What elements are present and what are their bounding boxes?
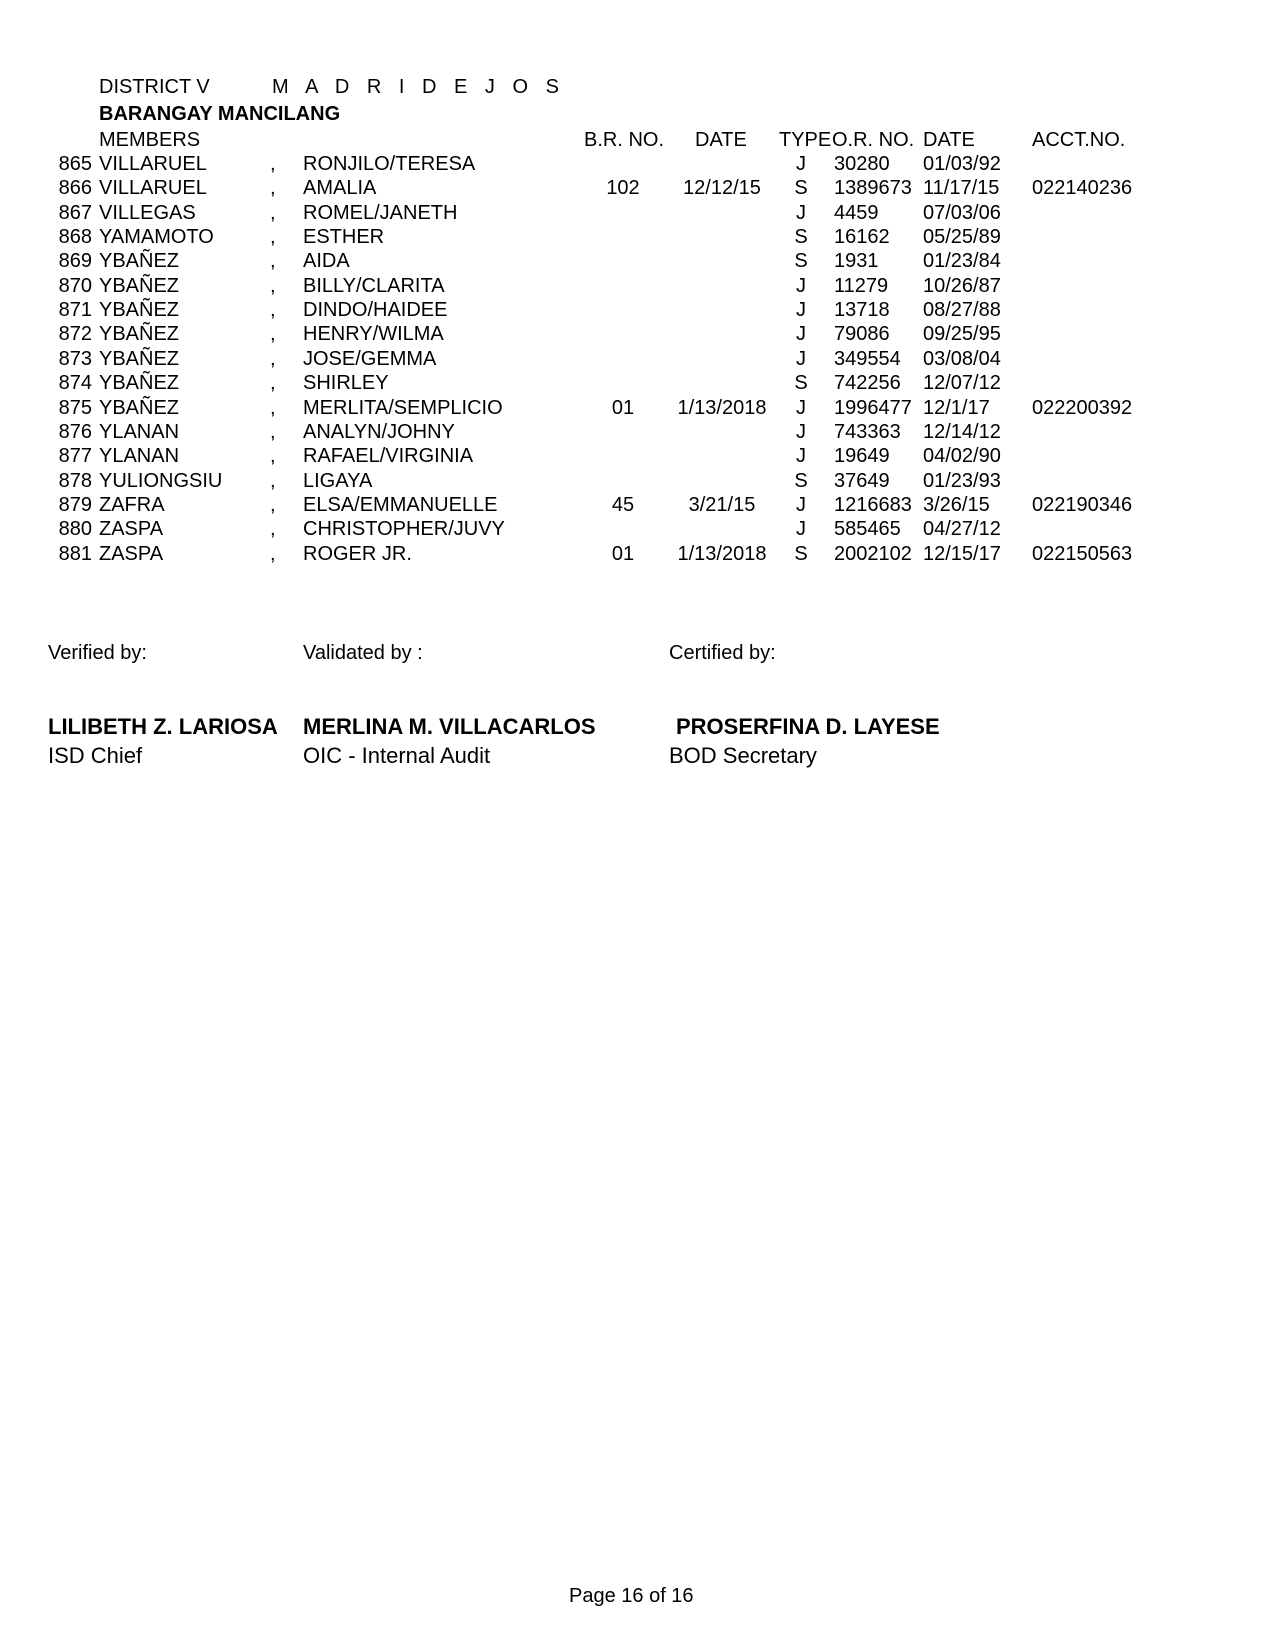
name-separator: , [270, 445, 276, 468]
row-number: 881 [58, 542, 92, 565]
municipality-label: M A D R I D E J O S [272, 76, 565, 98]
first-name: BILLY/CLARITA [303, 274, 445, 297]
account-number: 022140236 [1032, 177, 1133, 200]
br-number: 45 [611, 493, 635, 516]
or-date: 12/07/12 [923, 372, 1001, 395]
type: S [794, 372, 808, 395]
or-date: 11/17/15 [923, 177, 1000, 200]
row-number: 873 [58, 347, 92, 370]
last-name: YBAÑEZ [99, 250, 180, 273]
br-number: 102 [606, 177, 640, 200]
first-name: ESTHER [303, 226, 385, 249]
or-number: 349554 [834, 347, 901, 370]
name-separator: , [270, 493, 276, 516]
type: J [796, 518, 806, 541]
or-number: 13718 [834, 299, 890, 322]
first-name: JOSE/GEMMA [303, 347, 437, 370]
account-number: 022150563 [1032, 542, 1133, 565]
or-number: 19649 [834, 445, 890, 468]
table-row [0, 444, 1275, 468]
last-name: YAMAMOTO [99, 226, 214, 249]
or-number: 742256 [834, 372, 901, 395]
table-row [0, 493, 1275, 517]
br-number: 01 [611, 396, 635, 419]
or-number: 585465 [834, 518, 901, 541]
row-number: 879 [58, 493, 92, 516]
or-date: 01/23/93 [923, 469, 1001, 492]
col-type: TYPE [779, 129, 832, 151]
type: J [796, 420, 806, 443]
name-separator: , [270, 420, 276, 443]
last-name: VILLARUEL [99, 153, 207, 175]
last-name: YBAÑEZ [99, 323, 180, 346]
name-separator: , [270, 299, 276, 322]
type: J [796, 396, 806, 419]
type: S [794, 469, 808, 492]
type: S [794, 542, 808, 565]
first-name: SHIRLEY [303, 372, 389, 395]
type: J [796, 323, 806, 346]
first-name: ANALYN/JOHNY [303, 420, 455, 443]
first-name: HENRY/WILMA [303, 323, 444, 346]
table-row [0, 274, 1275, 298]
certified-name: PROSERFINA D. LAYESE [676, 714, 940, 739]
first-name: ELSA/EMMANUELLE [303, 493, 498, 516]
last-name: YLANAN [99, 445, 180, 468]
br-date: 12/12/15 [683, 177, 761, 200]
type: J [796, 201, 806, 224]
validated-name: MERLINA M. VILLACARLOS [303, 714, 596, 739]
barangay-label: BARANGAY MANCILANG [99, 103, 341, 125]
name-separator: , [270, 177, 276, 200]
br-number: 01 [611, 542, 635, 565]
row-number: 874 [58, 372, 92, 395]
certified-by-label: Certified by: [669, 642, 776, 664]
table-row [0, 152, 1275, 176]
table-row [0, 176, 1275, 200]
row-number: 866 [58, 177, 92, 200]
or-number: 37649 [834, 469, 890, 492]
type: J [796, 347, 806, 370]
last-name: YLANAN [99, 420, 180, 443]
name-separator: , [270, 274, 276, 297]
or-number: 4459 [834, 201, 879, 224]
first-name: CHRISTOPHER/JUVY [303, 518, 505, 541]
type: J [796, 445, 806, 468]
validated-by-label: Validated by : [303, 642, 423, 664]
last-name: YBAÑEZ [99, 396, 180, 419]
or-number: 79086 [834, 323, 890, 346]
name-separator: , [270, 323, 276, 346]
table-row [0, 371, 1275, 395]
first-name: MERLITA/SEMPLICIO [303, 396, 503, 419]
row-number: 865 [58, 153, 92, 175]
br-date: 1/13/2018 [677, 542, 767, 565]
last-name: YBAÑEZ [99, 299, 180, 322]
or-date: 01/03/92 [923, 153, 1001, 175]
or-date: 10/26/87 [923, 274, 1001, 297]
type: S [794, 177, 808, 200]
first-name: LIGAYA [303, 469, 373, 492]
row-number: 871 [58, 299, 92, 322]
type: S [794, 226, 808, 249]
district-label: DISTRICT V [99, 76, 210, 98]
row-number: 872 [58, 323, 92, 346]
table-row [0, 249, 1275, 273]
col-br-date: DATE [695, 129, 747, 151]
name-separator: , [270, 347, 276, 370]
col-acct-no: ACCT.NO. [1032, 129, 1126, 151]
last-name: YBAÑEZ [99, 372, 180, 395]
or-date: 01/23/84 [923, 250, 1001, 273]
type: J [796, 299, 806, 322]
br-date: 1/13/2018 [677, 396, 767, 419]
or-number: 16162 [834, 226, 890, 249]
name-separator: , [270, 542, 276, 565]
last-name: YBAÑEZ [99, 274, 180, 297]
or-date: 12/14/12 [923, 420, 1001, 443]
last-name: ZASPA [99, 542, 164, 565]
type: S [794, 250, 808, 273]
page-number: Page 16 of 16 [569, 1585, 694, 1607]
or-date: 04/27/12 [923, 518, 1001, 541]
first-name: AIDA [303, 250, 350, 273]
verified-name: LILIBETH Z. LARIOSA [48, 714, 278, 739]
last-name: ZASPA [99, 518, 164, 541]
table-row [0, 517, 1275, 541]
last-name: ZAFRA [99, 493, 165, 516]
br-date: 3/21/15 [688, 493, 756, 516]
row-number: 876 [58, 420, 92, 443]
col-or-date: DATE [923, 129, 975, 151]
last-name: YULIONGSIU [99, 469, 223, 492]
or-date: 3/26/15 [923, 493, 990, 516]
or-date: 05/25/89 [923, 226, 1001, 249]
name-separator: , [270, 396, 276, 419]
or-number: 1996477 [834, 396, 912, 419]
row-number: 875 [58, 396, 92, 419]
table-row [0, 347, 1275, 371]
or-date: 03/08/04 [923, 347, 1001, 370]
or-date: 07/03/06 [923, 201, 1001, 224]
or-date: 12/1/17 [923, 396, 990, 419]
table-row [0, 322, 1275, 346]
table-row [0, 201, 1275, 225]
or-number: 1931 [834, 250, 879, 273]
name-separator: , [270, 469, 276, 492]
col-br-no: B.R. NO. [584, 129, 665, 151]
row-number: 867 [58, 201, 92, 224]
or-number: 2002102 [834, 542, 912, 565]
table-row [0, 225, 1275, 249]
table-row [0, 420, 1275, 444]
table-row [0, 396, 1275, 420]
row-number: 878 [58, 469, 92, 492]
name-separator: , [270, 518, 276, 541]
last-name: YBAÑEZ [99, 347, 180, 370]
type: J [796, 493, 806, 516]
table-row [0, 542, 1275, 566]
row-number: 868 [58, 226, 92, 249]
name-separator: , [270, 153, 276, 175]
or-date: 09/25/95 [923, 323, 1001, 346]
type: J [796, 153, 806, 175]
or-number: 30280 [834, 153, 890, 175]
col-members: MEMBERS [99, 129, 201, 151]
first-name: DINDO/HAIDEE [303, 299, 448, 322]
verified-title: ISD Chief [48, 743, 143, 768]
name-separator: , [270, 250, 276, 273]
or-date: 04/02/90 [923, 445, 1001, 468]
certified-title: BOD Secretary [669, 743, 817, 768]
last-name: VILLEGAS [99, 201, 196, 224]
or-number: 1389673 [834, 177, 912, 200]
type: J [796, 274, 806, 297]
first-name: ROMEL/JANETH [303, 201, 458, 224]
or-number: 11279 [834, 274, 889, 297]
col-or-no: O.R. NO. [832, 129, 915, 151]
verified-by-label: Verified by: [48, 642, 147, 664]
or-number: 1216683 [834, 493, 912, 516]
first-name: RONJILO/TERESA [303, 153, 476, 175]
name-separator: , [270, 226, 276, 249]
row-number: 880 [58, 518, 92, 541]
first-name: RAFAEL/VIRGINIA [303, 445, 474, 468]
name-separator: , [270, 372, 276, 395]
table-row [0, 469, 1275, 493]
or-date: 08/27/88 [923, 299, 1001, 322]
last-name: VILLARUEL [99, 177, 207, 200]
first-name: AMALIA [303, 177, 377, 200]
row-number: 870 [58, 274, 92, 297]
or-date: 12/15/17 [923, 542, 1001, 565]
account-number: 022190346 [1032, 493, 1133, 516]
table-row [0, 298, 1275, 322]
row-number: 869 [58, 250, 92, 273]
or-number: 743363 [834, 420, 901, 443]
name-separator: , [270, 201, 276, 224]
account-number: 022200392 [1032, 396, 1133, 419]
validated-title: OIC - Internal Audit [303, 743, 491, 768]
first-name: ROGER JR. [303, 542, 412, 565]
row-number: 877 [58, 445, 92, 468]
